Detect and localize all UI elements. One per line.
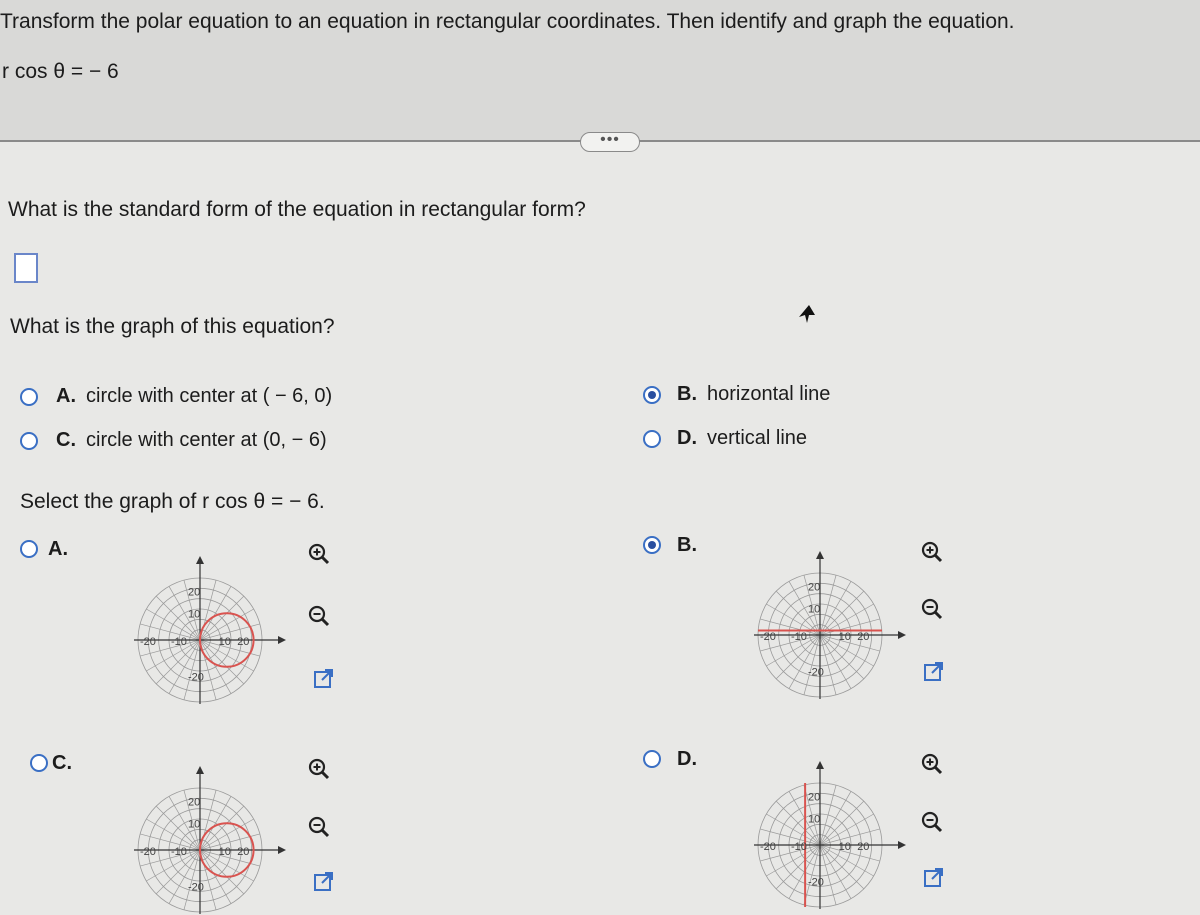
grid-spoke [820, 801, 864, 845]
open-external-icon[interactable] [922, 866, 946, 890]
grid-spoke [169, 850, 200, 904]
open-external-icon[interactable] [312, 667, 336, 691]
option-c-text: circle with center at (0, − 6) [86, 429, 327, 451]
answer-input[interactable] [14, 253, 38, 283]
question-rectangular-form: What is the standard form of the equation in rectangular form? [8, 198, 586, 221]
tick-label: 10 [188, 818, 201, 831]
open-external-icon[interactable] [922, 660, 946, 684]
option-a-text: circle with center at ( − 6, 0) [86, 385, 333, 407]
tick-label: 10 [218, 636, 231, 648]
option-b-letter: B. [677, 383, 697, 405]
zoom-out-icon[interactable] [920, 597, 944, 621]
grid-spoke [169, 640, 200, 694]
tick-label: -10 [171, 636, 187, 648]
zoom-out-icon[interactable] [307, 604, 331, 628]
tick-label: -20 [760, 631, 776, 643]
tick-label: 20 [857, 841, 870, 853]
tick-label: -20 [808, 666, 824, 679]
tick-label: 20 [188, 586, 201, 599]
radio-b[interactable] [643, 386, 661, 404]
zoom-out-icon[interactable] [920, 810, 944, 834]
polar-equation: r cos θ = − 6 [2, 60, 119, 83]
x-axis-arrow [898, 841, 906, 849]
tick-label: 10 [838, 841, 851, 853]
tick-label: 10 [808, 603, 821, 616]
tick-label: -20 [188, 881, 204, 894]
more-button[interactable]: ••• [580, 132, 640, 152]
tick-label: -20 [140, 636, 156, 648]
zoom-in-icon[interactable] [920, 752, 944, 776]
tick-label: -10 [171, 846, 187, 858]
graph-c-letter: C. [52, 752, 72, 774]
tick-label: -10 [791, 631, 807, 643]
zoom-in-icon[interactable] [307, 757, 331, 781]
radio-c[interactable] [20, 432, 38, 450]
radio-d[interactable] [643, 430, 661, 448]
tick-label: 20 [808, 791, 821, 804]
graph-d-letter: D. [677, 748, 697, 770]
tick-label: -10 [791, 841, 807, 853]
tick-label: 20 [808, 581, 821, 594]
graph-radio-c[interactable] [30, 754, 48, 772]
option-d-letter: D. [677, 427, 697, 449]
radio-a[interactable] [20, 388, 38, 406]
grid-spoke [820, 791, 851, 845]
graph-b-letter: B. [677, 534, 697, 556]
x-axis-arrow [898, 631, 906, 639]
polar-graph-a[interactable] [130, 545, 290, 705]
x-axis-arrow [278, 846, 286, 854]
grid-spoke [820, 845, 851, 899]
tick-label: -20 [140, 846, 156, 858]
graph-radio-a[interactable] [20, 540, 38, 558]
graph-a-letter: A. [48, 538, 68, 560]
grid-spoke [820, 591, 864, 635]
option-a-letter: A. [56, 385, 76, 407]
polar-graph-d[interactable] [750, 750, 910, 910]
tick-label: 20 [237, 846, 250, 858]
tick-label: 20 [188, 796, 201, 809]
tick-label: -20 [188, 671, 204, 684]
open-external-icon[interactable] [312, 870, 336, 894]
grid-spoke [820, 635, 851, 689]
question-graph-type: What is the graph of this equation? [10, 315, 335, 338]
problem-instruction: Transform the polar equation to an equation in rectangular coordinates. Then identify and graph the equation. [0, 10, 1015, 33]
tick-label: 20 [857, 631, 870, 643]
y-axis-arrow [196, 766, 204, 774]
grid-spoke [820, 581, 851, 635]
y-axis-arrow [816, 761, 824, 769]
tick-label: -20 [808, 876, 824, 889]
grid-spoke [200, 596, 244, 640]
tick-label: 10 [808, 813, 821, 826]
zoom-in-icon[interactable] [920, 540, 944, 564]
tick-label: 10 [188, 608, 201, 621]
grid-spoke [789, 635, 820, 689]
option-d-text: vertical line [707, 427, 808, 449]
option-b-text: horizontal line [707, 383, 831, 405]
polar-graph-c[interactable] [130, 755, 290, 915]
tick-label: -20 [760, 841, 776, 853]
tick-label: 10 [218, 846, 231, 858]
mouse-cursor-icon [795, 303, 817, 325]
grid-spoke [200, 806, 244, 850]
graph-radio-d[interactable] [643, 750, 661, 768]
x-axis-arrow [278, 636, 286, 644]
y-axis-arrow [196, 556, 204, 564]
option-c-letter: C. [56, 429, 76, 451]
question-select-graph: Select the graph of r cos θ = − 6. [20, 490, 325, 513]
polar-graph-b[interactable] [750, 540, 910, 700]
zoom-out-icon[interactable] [307, 815, 331, 839]
zoom-in-icon[interactable] [307, 542, 331, 566]
tick-label: 20 [237, 636, 250, 648]
graph-radio-b[interactable] [643, 536, 661, 554]
y-axis-arrow [816, 551, 824, 559]
tick-label: 10 [838, 631, 851, 643]
